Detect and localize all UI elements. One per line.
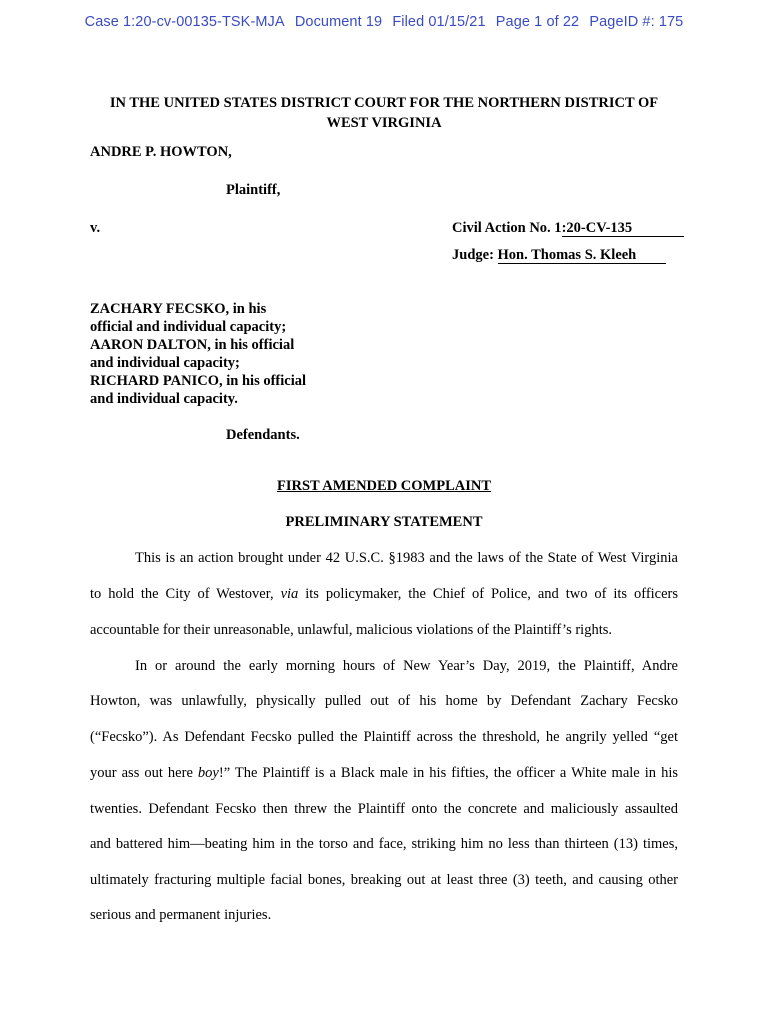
document-title — [0, 478, 768, 495]
page-count: Page 1 of 22 — [495, 14, 580, 30]
defendants-list — [90, 300, 330, 408]
defendant-line: and individual capacity; — [90, 355, 240, 371]
defendant-line: AARON DALTON, in his official — [90, 337, 295, 353]
defendant-line: and individual capacity. — [90, 391, 238, 407]
court-heading-line1: IN THE UNITED STATES DISTRICT COURT FOR THE NORTHERN DISTRICT OF — [109, 95, 659, 111]
text-fragment: to hold the City of Westover, — [90, 586, 274, 602]
court-heading-line2: WEST VIRGINIA — [326, 115, 442, 131]
paragraph-1-line-2 — [90, 585, 678, 603]
emphasis-boy: boy — [197, 765, 219, 781]
paragraph-2-line-2: Howton, was unlawfully, physically pulled out of his home by Defendant Zachary Fecsko — [90, 693, 678, 709]
text-fragment: its policymaker, the Chief of Police, and two of its officers — [305, 586, 679, 602]
paragraph-2-line-1: In or around the early morning hours of New Year’s Day, 2019, the Plaintiff, Andre — [135, 658, 678, 674]
versus: v. — [90, 220, 101, 236]
plaintiff-role: Plaintiff, — [226, 182, 281, 198]
paragraph-2-line-5: twenties. Defendant Fecsko then threw the Plaintiff onto the concrete and maliciously assaulted — [90, 801, 678, 817]
paragraph-1-line-1: This is an action brought under 42 U.S.C. §1983 and the laws of the State of West Virginia — [135, 550, 678, 566]
judge — [452, 246, 666, 264]
paragraph-2-line-4 — [90, 764, 678, 782]
emphasis-via: via — [280, 586, 299, 602]
ecf-header-stamp — [0, 14, 768, 30]
case-number: Case 1:20-cv-00135-TSK-MJA — [84, 14, 285, 30]
paragraph-2-line-7: ultimately fracturing multiple facial bones, breaking out at least three (3) teeth, and causing other — [90, 872, 678, 888]
defendant-line: official and individual capacity; — [90, 319, 287, 335]
paragraph-2-line-8: serious and permanent injuries. — [90, 907, 272, 923]
text-fragment: your ass out here — [90, 765, 193, 781]
document-title-text: FIRST AMENDED COMPLAINT — [276, 478, 492, 494]
defendant-line: ZACHARY FECSKO, in his — [90, 301, 267, 317]
judge-name: Hon. Thomas S. Kleeh — [498, 248, 666, 264]
section-heading: PRELIMINARY STATEMENT — [285, 514, 483, 530]
paragraph-2-line-6: and battered him—beating him in the torso and face, striking him no less than thirteen (13) times, — [90, 836, 678, 852]
paragraph-2-line-3: (“Fecsko”). As Defendant Fecsko pulled the Plaintiff across the threshold, he angrily yelled “get — [90, 729, 678, 745]
court-heading — [90, 93, 678, 133]
text-fragment: !” The Plaintiff is a Black male in his fifties, the officer a White male in his — [218, 765, 679, 781]
civil-action — [452, 219, 684, 237]
defendant-line: RICHARD PANICO, in his official — [90, 373, 307, 389]
document-number: Document 19 — [294, 14, 383, 30]
civil-action-number: :20-CV-135 — [562, 221, 684, 237]
page-id: PageID #: 175 — [589, 14, 684, 30]
plaintiff-name: ANDRE P. HOWTON, — [90, 144, 232, 160]
filed-date: Filed 01/15/21 — [392, 14, 486, 30]
civil-action-label: Civil Action No. 1 — [452, 220, 562, 236]
judge-label: Judge: — [452, 247, 498, 263]
defendants-role: Defendants. — [226, 427, 300, 443]
paragraph-1-line-3: accountable for their unreasonable, unlawful, malicious violations of the Plaintiff’s rights. — [90, 622, 612, 638]
